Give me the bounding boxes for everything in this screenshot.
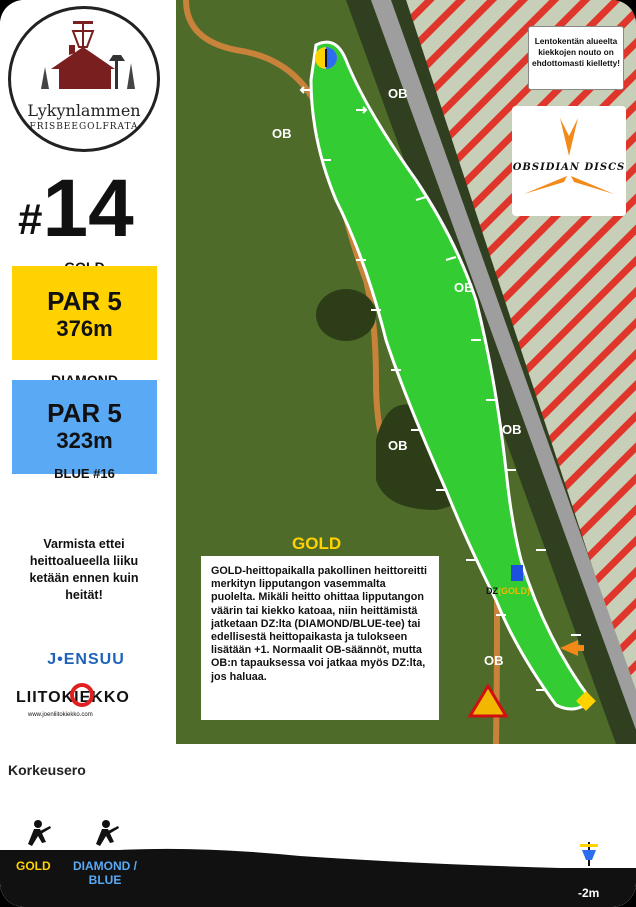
elevation-drop: -2m: [578, 886, 600, 900]
obsidian-text: OBSIDIAN DISCS: [512, 162, 626, 173]
ob-label: OB: [388, 438, 408, 453]
elevation-title: Korkeusero: [8, 762, 86, 778]
thrower-icon: [96, 820, 119, 846]
dz-prefix: DZ: [486, 586, 498, 596]
diamond-tee-box: [12, 380, 157, 474]
dz-suffix: (GOLD): [498, 586, 530, 596]
logo-subtitle: FRISBEEGOLFRATA: [29, 122, 139, 132]
ob-label: OB: [272, 126, 292, 141]
ob-label: OB: [484, 653, 504, 668]
basket-house-icon: [11, 9, 157, 101]
hole-number-value: 14: [42, 163, 134, 254]
tree-clump: [316, 289, 376, 341]
gold-tee-box: [12, 266, 157, 360]
ob-label: OB: [388, 86, 408, 101]
gold-distance: 376m: [56, 316, 113, 341]
elevation-diamond-label: DIAMOND / BLUE: [73, 859, 137, 887]
ob-label: OB: [454, 280, 474, 295]
elevation-section: [0, 746, 636, 907]
dropzone-label: [486, 586, 530, 596]
liitokiekko-url: www.joenliitokiekko.com: [28, 712, 93, 718]
thrower-icon: [28, 820, 51, 846]
liitokiekko-logo: [16, 685, 156, 721]
dropzone-marker: [511, 565, 523, 581]
hole-hash: #: [18, 195, 43, 244]
ob-label: OB: [502, 422, 522, 437]
airport-notice: Lentokentän alueelta kiekkojen nouto on ehdottomasti kielletty!: [528, 26, 624, 90]
course-logo: [8, 6, 160, 152]
obsidian-sponsor-logo: [512, 106, 626, 216]
left-info-panel: [0, 0, 174, 744]
gold-heading: GOLD: [292, 534, 342, 553]
safety-note: Varmista ettei heittoalueella liiku ketään ennen kuin heität!: [29, 537, 139, 602]
blue-tee-alt: BLUE #16: [54, 466, 115, 481]
obsidian-logo-icon: [512, 106, 626, 216]
diamond-par: PAR 5: [47, 398, 122, 428]
gold-rule-box: GOLD-heittopaikalla pakollinen heittoreitti merkityn lipputangon vasemmalta puolelta. Mikäli heitto ohittaa lipputangon väärin tai kiekko katoaa, niin heittämistä jatketaan DZ:lta (DIAMOND/BLUE-tee) tai edellisestä heittopaikasta ja tulokseen lisätään +1. Normaalit OB-säännöt, mutta OB:n tapauksessa voi jatkaa myös DZ:lta, jos haluaa.: [201, 556, 439, 720]
hole-number: [18, 163, 158, 254]
joensuu-logo: J•ENSUU: [47, 651, 125, 668]
disc-logo-icon: [68, 681, 96, 707]
elevation-gold-label: GOLD: [16, 859, 51, 873]
basket-icon: [580, 842, 598, 866]
gold-par: PAR 5: [47, 286, 122, 316]
liitokiekko-text: LIITOKIEKKO: [16, 689, 130, 706]
logo-title: Lykynlammen: [27, 101, 141, 120]
diamond-distance: 323m: [56, 428, 113, 453]
